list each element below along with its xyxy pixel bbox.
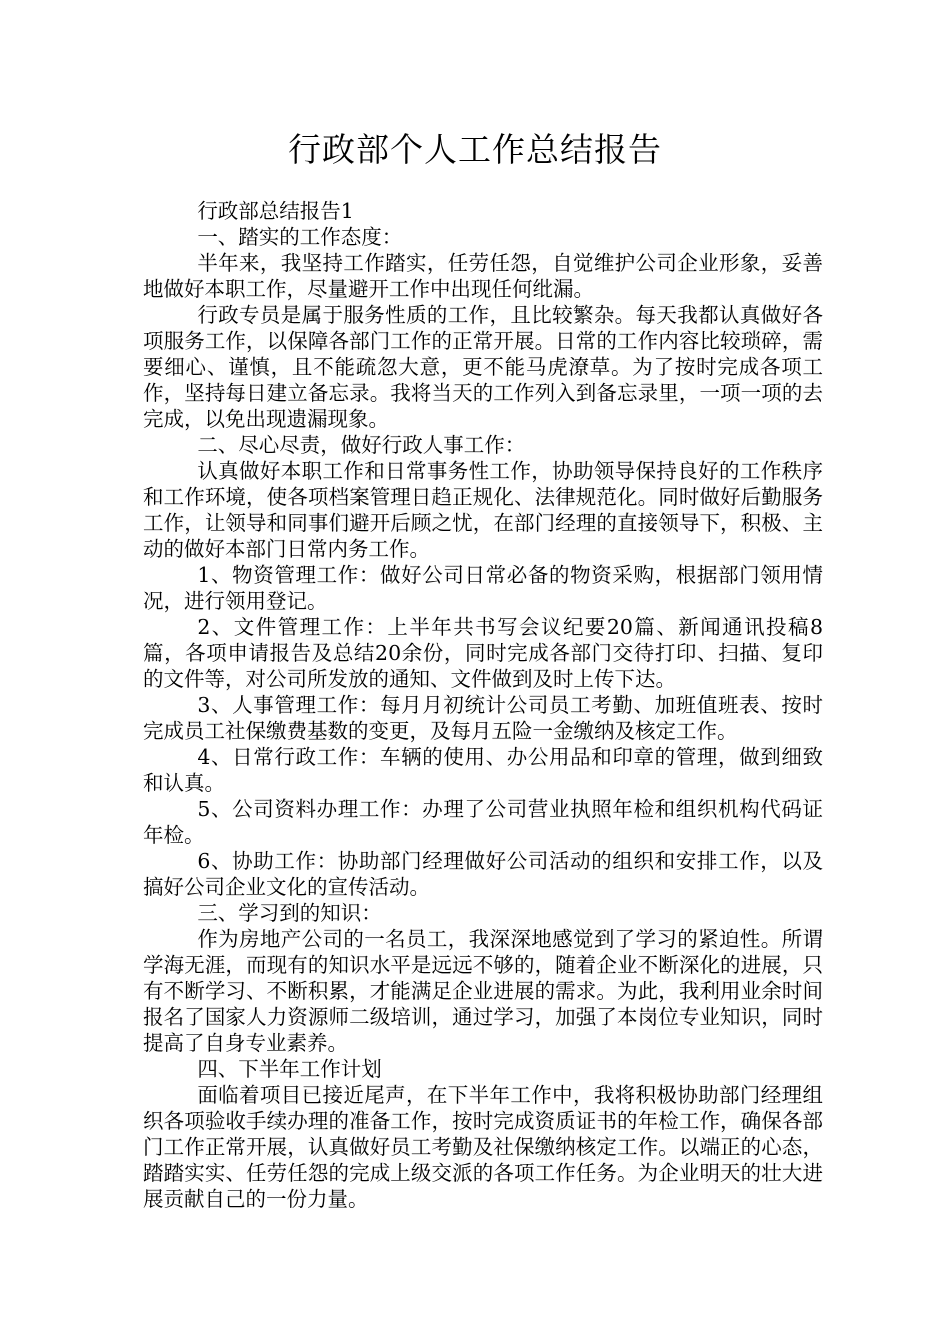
list-item: 3、人事管理工作：每月月初统计公司员工考勤、加班值班表、按时完成员工社保缴费基数的变更，及每月五险一金缴纳及核定工作。	[143, 693, 823, 743]
paragraph: 行政专员是属于服务性质的工作，且比较繁杂。每天我都认真做好各项服务工作，以保障各部门工作的正常开展。日常的工作内容比较琐碎，需要细心、谨慎，且不能疏忽大意，更不能马虎潦草。为了按时完成各项工作，坚持每日建立备忘录。我将当天的工作列入到备忘录里，一项一项的去完成，以免出现遗漏现象。	[143, 303, 823, 431]
list-item: 2、文件管理工作：上半年共书写会议纪要20篇、新闻通讯投稿8篇，各项申请报告及总结20余份，同时完成各部门交待打印、扫描、复印的文件等，对公司所发放的通知、文件做到及时上传下达。	[143, 615, 823, 691]
list-item: 1、物资管理工作：做好公司日常必备的物资采购，根据部门领用情况，进行领用登记。	[143, 563, 823, 613]
section-heading-1: 一、踏实的工作态度：	[197, 225, 403, 249]
paragraph: 认真做好本职工作和日常事务性工作，协助领导保持良好的工作秩序和工作环境，使各项档案管理日趋正规化、法律规范化。同时做好后勤服务工作，让领导和同事们避开后顾之忧，在部门经理的直接领导下，积极、主动的做好本部门日常内务工作。	[143, 459, 823, 561]
paragraph: 面临着项目已接近尾声，在下半年工作中，我将积极协助部门经理组织各项验收手续办理的准备工作，按时完成资质证书的年检工作，确保各部门工作正常开展，认真做好员工考勤及社保缴纳核定工作。以端正的心态，踏踏实实、任劳任怨的完成上级交派的各项工作任务。为企业明天的壮大进展贡献自己的一份力量。	[143, 1083, 823, 1211]
list-item: 4、日常行政工作：车辆的使用、办公用品和印章的管理，做到细致和认真。	[143, 745, 823, 795]
section-heading-3: 三、学习到的知识：	[197, 901, 382, 925]
list-item: 5、公司资料办理工作：办理了公司营业执照年检和组织机构代码证年检。	[143, 797, 823, 847]
list-item: 6、协助工作：协助部门经理做好公司活动的组织和安排工作，以及搞好公司企业文化的宣传活动。	[143, 849, 823, 899]
report-subtitle: 行政部总结报告1	[197, 199, 354, 223]
paragraph: 作为房地产公司的一名员工，我深深地感觉到了学习的紧迫性。所谓学海无涯，而现有的知识水平是远远不够的，随着企业不断深化的进展，只有不断学习、不断积累，才能满足企业进展的需求。为此，我利用业余时间报名了国家人力资源师二级培训，通过学习，加强了本岗位专业知识，同时提高了自身专业素养。	[143, 927, 823, 1055]
section-heading-2: 二、尽心尽责，做好行政人事工作：	[197, 433, 526, 457]
document-title: 行政部个人工作总结报告	[288, 130, 662, 169]
section-heading-4: 四、下半年工作计划	[197, 1057, 382, 1081]
document-body	[143, 198, 823, 1212]
paragraph: 半年来，我坚持工作踏实，任劳任怨，自觉维护公司企业形象，妥善地做好本职工作，尽量避开工作中出现任何纰漏。	[143, 251, 823, 301]
